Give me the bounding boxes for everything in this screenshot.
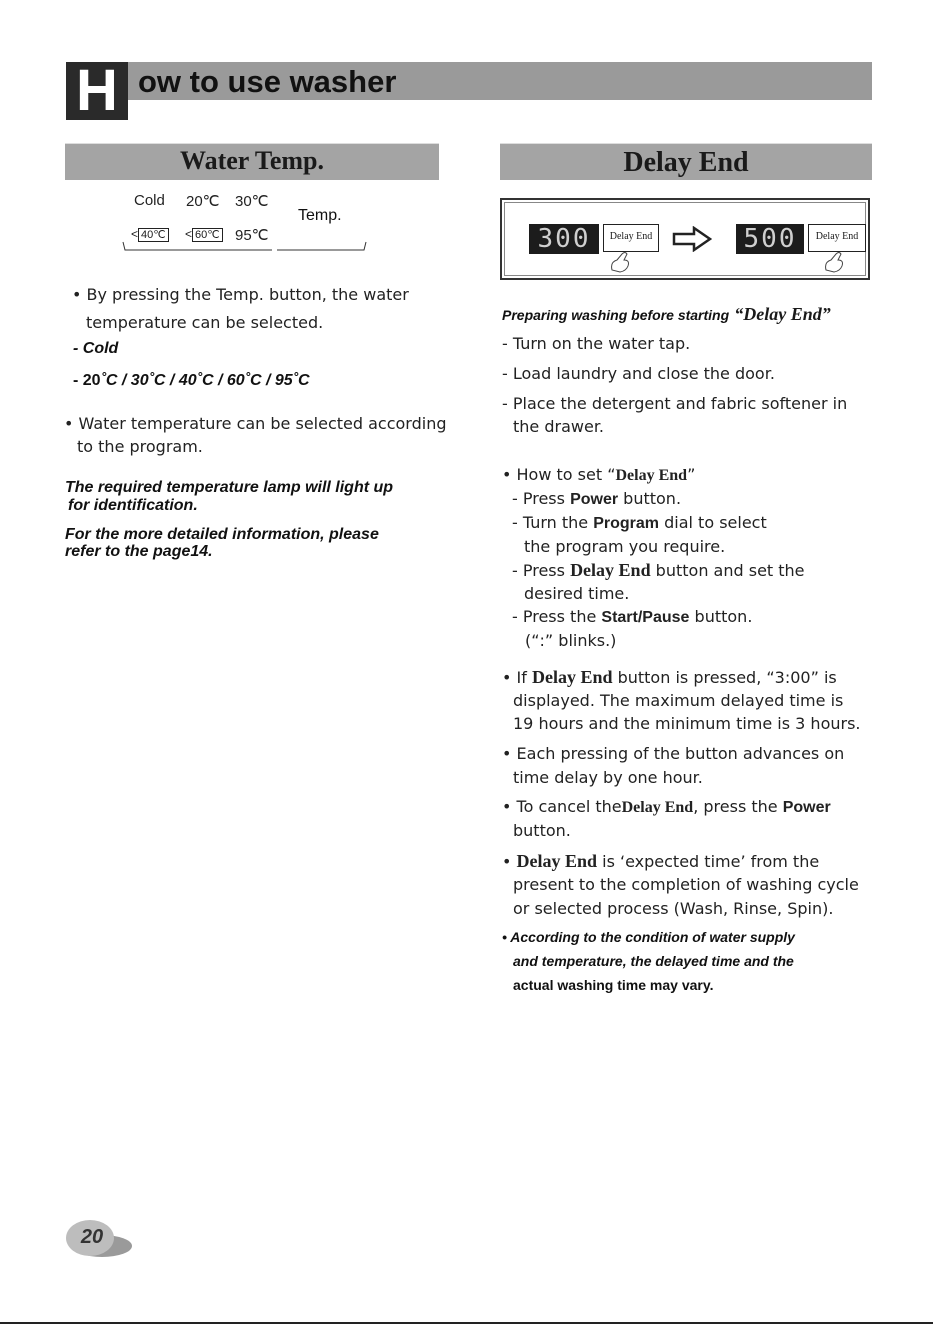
temp-button-label: Temp. — [298, 207, 342, 224]
prep-name: “Delay End” — [734, 304, 831, 324]
accord-line2: and temperature, the delayed time and the — [513, 953, 794, 969]
temp-label-30: 30℃ — [235, 193, 269, 210]
step2-bold: Program — [593, 515, 660, 532]
howto-step-2-cont: the program you require. — [524, 537, 726, 556]
expected-line2: present to the completion of washing cycle — [513, 875, 859, 894]
if-pressed-line2: displayed. The maximum delayed time is — [513, 691, 844, 710]
finger-press-icon — [608, 248, 638, 274]
step2-post: dial to select — [659, 513, 767, 532]
exp-post: is ‘expected time’ from the — [597, 852, 820, 871]
arrow-right-icon — [672, 226, 712, 252]
temp-note1-line2: for identification. — [68, 497, 198, 514]
howto-step-3-cont: desired time. — [524, 584, 630, 603]
howto-heading — [502, 463, 695, 488]
prep-step-2: - Load laundry and close the door. — [502, 364, 775, 383]
lamp-60: < 60℃ — [192, 228, 223, 242]
howto-step-4-cont: (“:” blinks.) — [525, 631, 617, 650]
page-number: 20 — [80, 1226, 104, 1248]
step1-post: button. — [618, 489, 682, 508]
finger-press-icon — [822, 248, 852, 274]
each-press-line1: • Each pressing of the button advances on — [502, 744, 845, 763]
prep-step-1: - Turn on the water tap. — [502, 334, 691, 353]
step1-bold: Power — [570, 491, 619, 508]
howto-prefix: • How to set “ — [502, 465, 616, 484]
if-pre: • If — [502, 668, 532, 687]
howto-step-1 — [512, 487, 681, 512]
temp-option-list — [73, 370, 310, 390]
accord-line1: • According to the condition of water supply — [502, 929, 795, 945]
water-temp-heading: Water Temp. — [65, 143, 439, 180]
temp-diagram — [120, 190, 380, 256]
delay-end-button-after: Delay End — [808, 224, 866, 252]
temp-bullet2-line2: to the program. — [77, 437, 203, 456]
if-post: button is pressed, “3:00” is — [612, 668, 837, 687]
temp-label-20: 20℃ — [186, 193, 220, 210]
accord-line3: actual washing time may vary. — [513, 977, 714, 993]
temp-note2-line1: For the more detailed information, please — [65, 526, 379, 543]
page-title: ow to use washer — [138, 64, 397, 99]
delay-end-heading: Delay End — [500, 143, 872, 180]
step4-pre: - Press the — [512, 607, 602, 626]
temp-note1-line1: The required temperature lamp will light up — [65, 479, 394, 496]
cancel-line2: button. — [513, 821, 571, 840]
if-pressed-line3: 19 hours and the minimum time is 3 hours. — [513, 714, 861, 733]
cancel-line1 — [502, 795, 831, 820]
prep-step-3: - Place the detergent and fabric softener in — [502, 394, 848, 413]
prep-heading — [502, 304, 831, 325]
step2-pre: - Turn the — [512, 513, 594, 532]
howto-suffix: ” — [687, 465, 696, 484]
led-display-before: 300 — [529, 224, 599, 254]
step3-post: button and set the — [650, 561, 805, 580]
step3-bold: Delay End — [570, 560, 651, 580]
cancel-mid: , press the — [693, 797, 783, 816]
if-pressed-line1 — [502, 665, 837, 690]
temp-note2-line2: refer to the page14. — [65, 543, 213, 560]
step4-bold: Start/Pause — [601, 609, 690, 626]
temp-bullet1-line1: • By pressing the Temp. button, the water — [72, 285, 409, 304]
header-initial: H — [66, 62, 128, 120]
if-bold: Delay End — [531, 667, 613, 687]
temp-option-cold: - Cold — [73, 340, 119, 357]
bracket-lines — [120, 240, 370, 254]
cancel-pre: • To cancel the — [502, 797, 622, 816]
exp-bold: Delay End — [516, 851, 598, 871]
howto-name: Delay End — [615, 467, 688, 484]
temp-label-cold: Cold — [134, 192, 165, 209]
step1-pre: - Press — [512, 489, 571, 508]
exp-pre: • — [502, 852, 517, 871]
howto-step-2 — [512, 511, 767, 536]
step3-pre: - Press — [512, 561, 571, 580]
step4-post: button. — [689, 607, 753, 626]
prep-prefix: Preparing washing before starting — [502, 307, 730, 323]
temp-bullet1-line2: temperature can be selected. — [86, 313, 324, 332]
prep-step-3-cont: the drawer. — [513, 417, 605, 436]
temp-option-rest: ˚C / 30˚C / 40˚C / 60˚C / 95˚C — [100, 372, 310, 389]
temp-option-prefix: - 20 — [73, 372, 101, 389]
led-display-after: 500 — [736, 224, 804, 254]
howto-step-4 — [512, 605, 752, 630]
delay-end-button-before: Delay End — [603, 224, 659, 252]
cancel-bold: Delay End — [621, 799, 694, 816]
howto-step-3 — [512, 558, 805, 583]
each-press-line2: time delay by one hour. — [513, 768, 703, 787]
cancel-bold2: Power — [782, 799, 831, 816]
expected-line3: or selected process (Wash, Rinse, Spin). — [513, 899, 834, 918]
temp-label-95: 95℃ — [235, 227, 269, 244]
expected-line1 — [502, 849, 819, 874]
temp-bullet2-line1: • Water temperature can be selected according — [64, 414, 447, 433]
lamp-40: < 40℃ — [138, 228, 169, 242]
